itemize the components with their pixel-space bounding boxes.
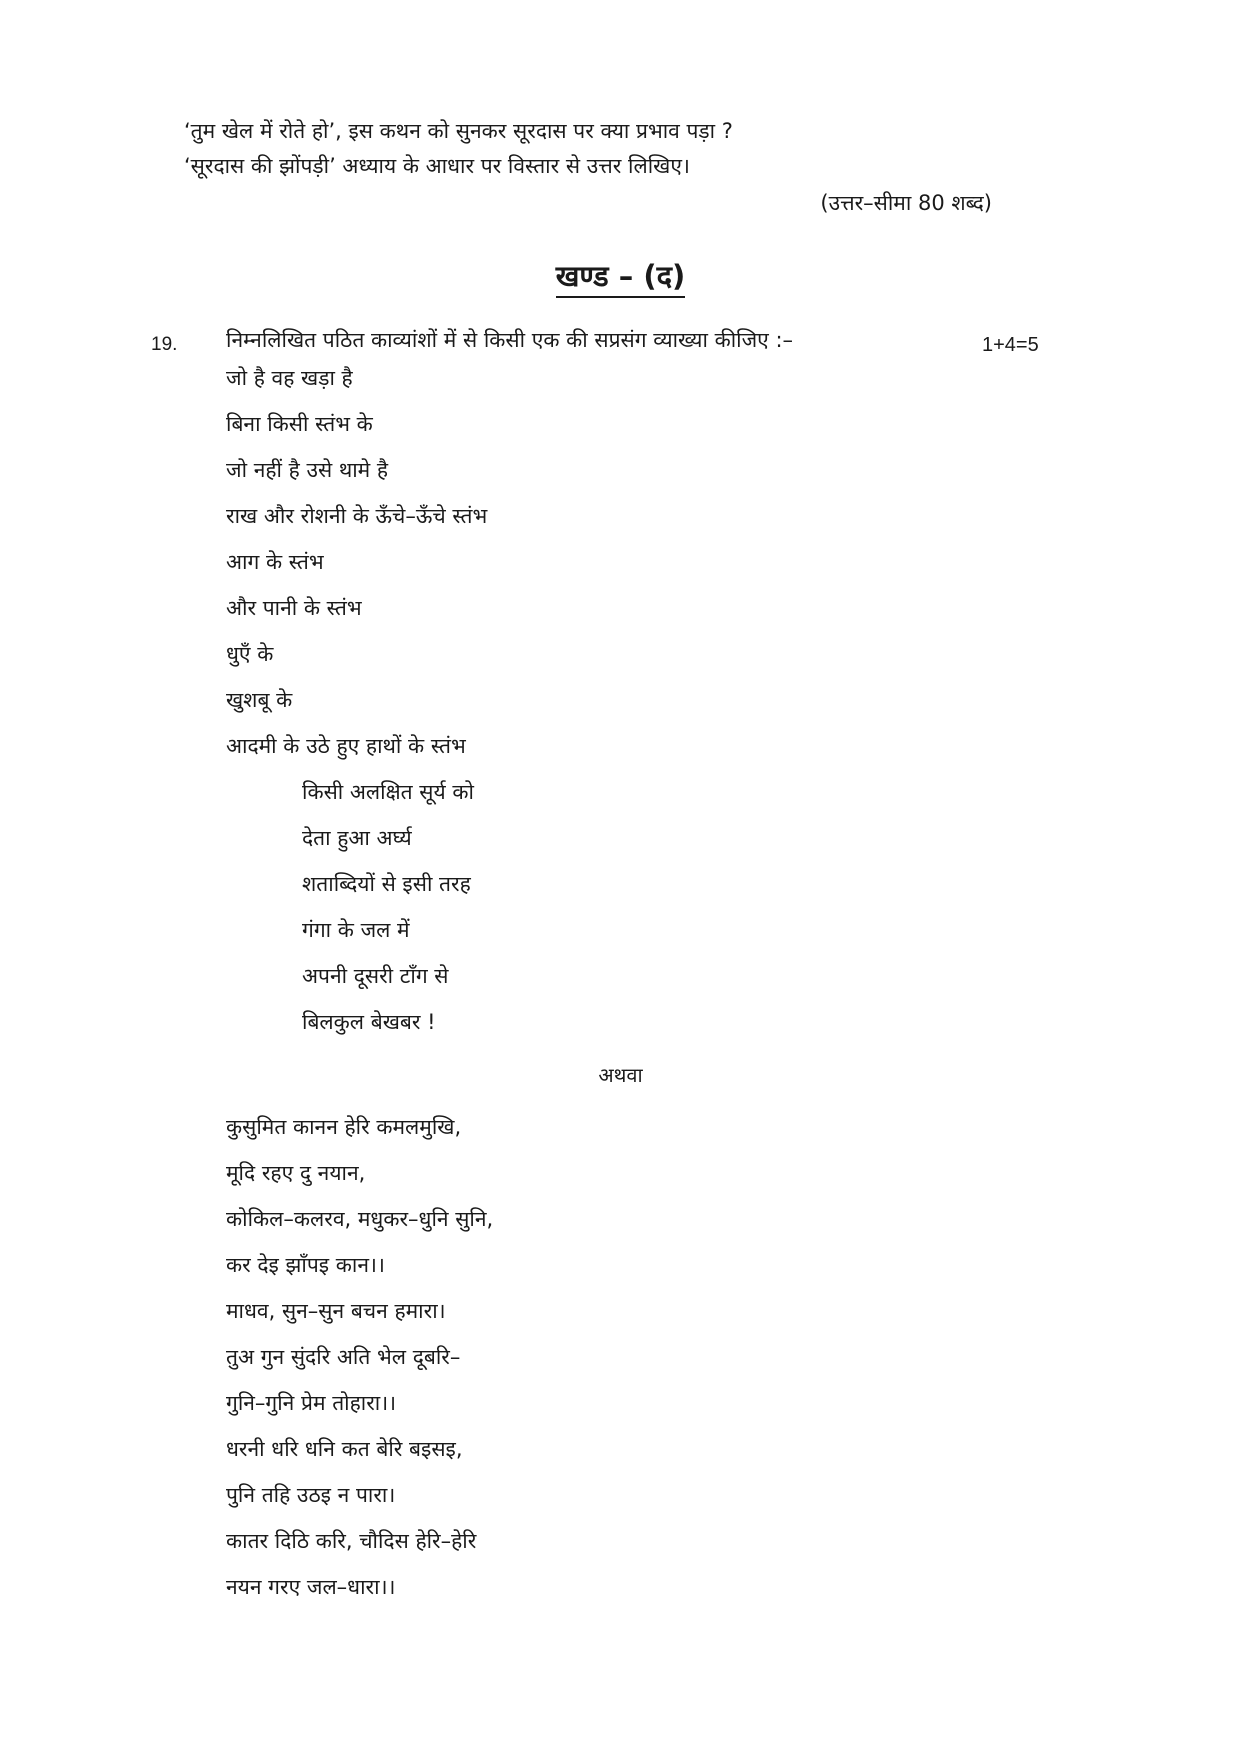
poem1-line: देता हुआ अर्घ्य bbox=[302, 826, 412, 850]
poem1-line: बिना किसी स्तंभ के bbox=[226, 412, 373, 436]
poem2-line: माधव, सुन–सुन बचन हमारा। bbox=[226, 1299, 446, 1323]
poem2-line: तुअ गुन सुंदरि अति भेल दूबरि– bbox=[226, 1345, 461, 1369]
previous-question-line-2: ‘सूरदास की झोंपड़ी’ अध्याय के आधार पर विस्तार से उत्तर लिखिए। bbox=[184, 154, 690, 178]
poem2-line: कातर दिठि करि, चौदिस हेरि–हेरि bbox=[226, 1529, 477, 1553]
poem2-line: नयन गरए जल–धारा।। bbox=[226, 1575, 396, 1599]
poem1-line: अपनी दूसरी टाँग से bbox=[302, 964, 449, 988]
poem2-line: कुसुमित कानन हेरि कमलमुखि, bbox=[226, 1115, 462, 1139]
word-limit: (उत्तर–सीमा 80 शब्द) bbox=[820, 191, 992, 215]
poem1-line: आदमी के उठे हुए हाथों के स्तंभ bbox=[226, 734, 466, 758]
poem2-line: गुनि–गुनि प्रेम तोहारा।। bbox=[226, 1391, 397, 1415]
poem1-line: खुशबू के bbox=[226, 688, 293, 712]
poem2-line: कोकिल–कलरव, मधुकर–धुनि सुनि, bbox=[226, 1207, 494, 1231]
poem1-line: आग के स्तंभ bbox=[226, 550, 324, 574]
previous-question-line-1: ‘तुम खेल में रोते हो’, इस कथन को सुनकर सूरदास पर क्या प्रभाव पड़ा ? bbox=[184, 119, 733, 143]
question-marks: 1+4=5 bbox=[982, 334, 1039, 356]
question-text: निम्नलिखित पठित काव्यांशों में से किसी एक की सप्रसंग व्याख्या कीजिए :– bbox=[226, 328, 794, 352]
section-heading bbox=[0, 259, 1241, 293]
separator-text: अथवा bbox=[598, 1063, 643, 1087]
poem1-line: जो है वह खड़ा है bbox=[226, 366, 353, 390]
separator bbox=[0, 1065, 1241, 1085]
poem2-line: कर देइ झाँपइ कान।। bbox=[226, 1253, 385, 1277]
poem1-line: और पानी के स्तंभ bbox=[226, 596, 362, 620]
question-number: 19. bbox=[151, 334, 178, 355]
poem2-line: धरनी धरि धनि कत बेरि बइसइ, bbox=[226, 1437, 463, 1461]
poem1-line: शताब्दियों से इसी तरह bbox=[302, 872, 471, 896]
poem1-line: धुएँ के bbox=[226, 642, 274, 666]
poem2-line: पुनि तहि उठइ न पारा। bbox=[226, 1483, 396, 1507]
poem1-line: किसी अलक्षित सूर्य को bbox=[302, 780, 474, 804]
section-heading-text: खण्ड – (द) bbox=[556, 259, 686, 298]
poem1-line: जो नहीं है उसे थामे है bbox=[226, 458, 389, 482]
poem1-line: गंगा के जल में bbox=[302, 918, 410, 942]
poem1-line: राख और रोशनी के ऊँचे–ऊँचे स्तंभ bbox=[226, 504, 488, 528]
poem1-line: बिलकुल बेखबर ! bbox=[302, 1010, 436, 1034]
poem2-line: मूदि रहए दु नयान, bbox=[226, 1161, 366, 1185]
